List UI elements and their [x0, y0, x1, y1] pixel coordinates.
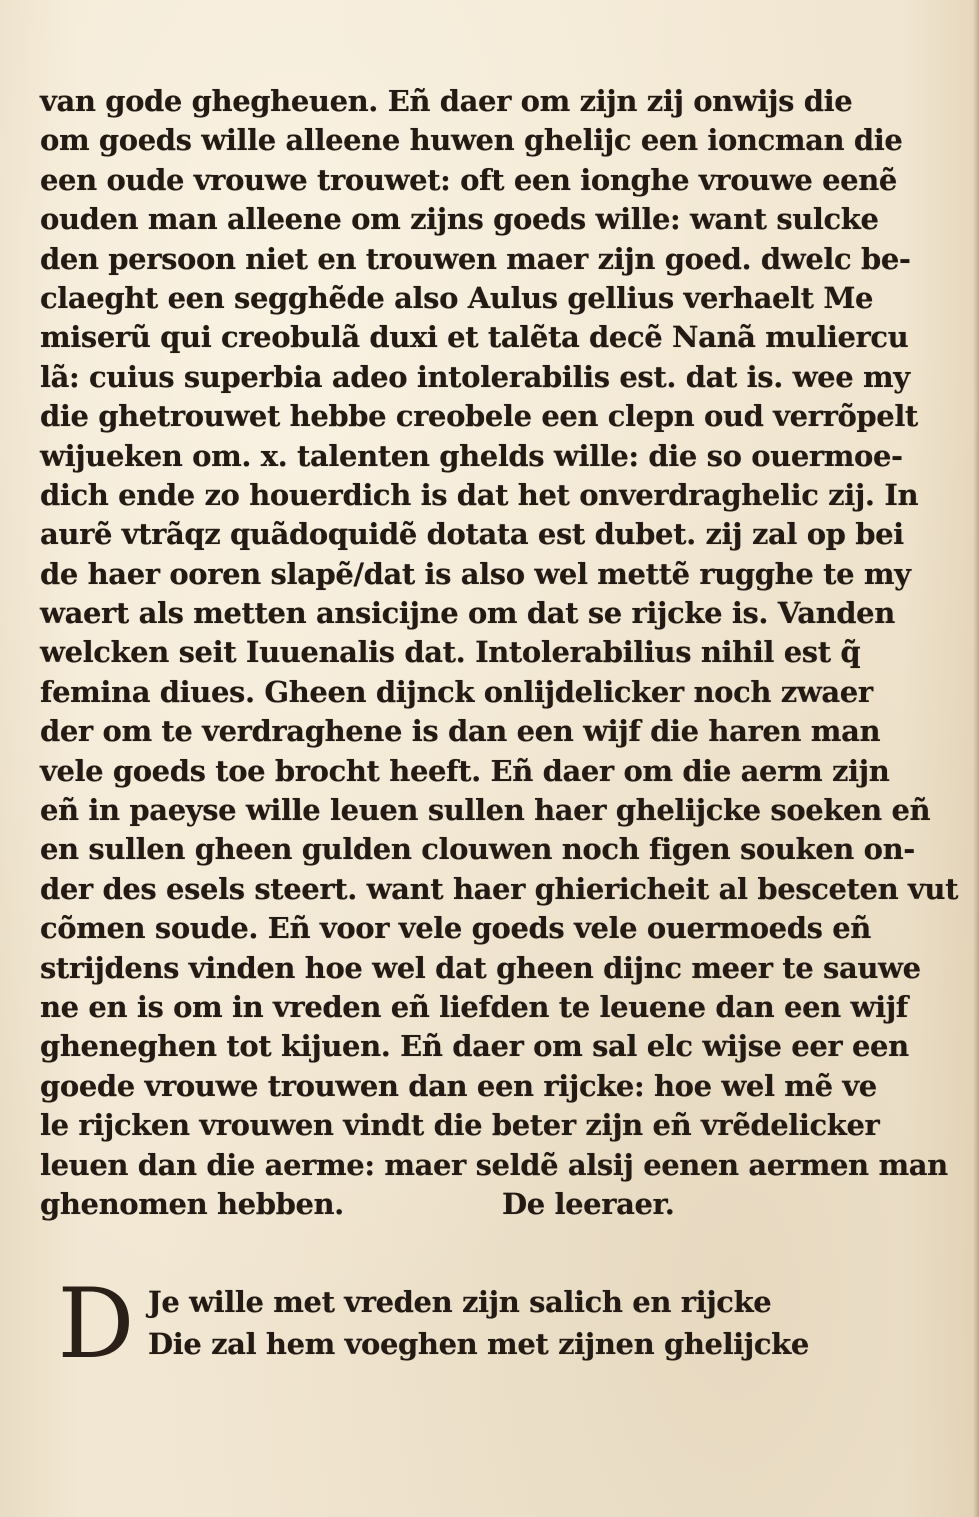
text-line: strijdens vinden hoe wel dat gheen dijnc meer te sauwe — [40, 950, 921, 985]
text-line: der om te verdraghene is dan een wijf die haren man — [40, 714, 881, 749]
text-line: dich ende zo houerdich is dat het onverdraghelic zij. In — [40, 477, 919, 512]
text-line: waert als metten ansicijne om dat se rijcke is. Vanden — [40, 596, 895, 631]
prose-text-block — [40, 82, 959, 1224]
text-line: ne en is om in vreden eñ liefden te leuene dan een wijf — [40, 989, 908, 1024]
text-line: vele goeds toe brocht heeft. Eñ daer om die aerm zijn — [40, 753, 890, 788]
text-line: claeght een segghẽde also Aulus gellius verhaelt Me — [40, 280, 874, 315]
text-line-ending: ghenomen hebben. — [40, 1186, 344, 1221]
text-line: om goeds wille alleene huwen ghelijc een ioncman die — [40, 123, 903, 158]
text-line-final — [40, 1185, 800, 1224]
verse-block — [52, 1268, 809, 1390]
text-line: cõmen soude. Eñ voor vele goeds vele ouermoeds eñ — [40, 911, 871, 946]
text-line: le rijcken vrouwen vindt die beter zijn eñ vrẽdelicker — [40, 1108, 880, 1143]
text-line: der des esels steert. want haer ghiericheit al besceten vut — [40, 871, 959, 906]
decorated-initial: D — [57, 1268, 135, 1380]
verse-line: Je wille met vreden zijn salich en rijcke — [148, 1285, 772, 1319]
text-line: leuen dan die aerme: maer seldẽ alsij eenen aermen man — [40, 1147, 948, 1182]
text-line: ouden man alleene om zijns goeds wille: want sulcke — [40, 202, 879, 237]
text-line: lã: cuius superbia adeo intolerabilis est. dat is. wee my — [40, 359, 910, 394]
text-line: een oude vrouwe trouwet: oft een ionghe vrouwe eenẽ — [40, 162, 897, 197]
text-line: femina diues. Gheen dijnck onlijdelicker noch zwaer — [40, 674, 873, 709]
text-line: den persoon niet en trouwen maer zijn goed. dwelc be- — [40, 241, 911, 276]
text-line: goede vrouwe trouwen dan een rijcke: hoe wel mẽ ve — [40, 1068, 877, 1103]
text-line: aurẽ vtrãqz quãdoquidẽ dotata est dubet. zij zal op bei — [40, 517, 904, 552]
text-line: de haer ooren slapẽ/dat is also wel mettẽ rugghe te my — [40, 556, 911, 591]
text-line: welcken seit Iuuenalis dat. Intolerabilius nihil est q̃ — [40, 635, 861, 670]
text-line: van gode ghegheuen. Eñ daer om zijn zij onwijs die — [40, 84, 853, 118]
verse-line: Die zal hem voeghen met zijnen ghelijcke — [148, 1327, 809, 1361]
text-line: die ghetrouwet hebbe creobele een clepn oud verrõpelt — [40, 399, 918, 434]
text-line: eñ in paeyse wille leuen sullen haer ghelijcke soeken eñ — [40, 793, 931, 828]
text-line: gheneghen tot kijuen. Eñ daer om sal elc wijse eer een — [40, 1029, 909, 1064]
text-line: en sullen gheen gulden clouwen noch figen souken on- — [40, 832, 915, 867]
text-line: miserũ qui creobulã duxi et talẽta decẽ Nanã muliercu — [40, 320, 909, 355]
text-line: wijueken om. x. talenten ghelds wille: die so ouermoe- — [40, 438, 903, 473]
section-heading: De leeraer. — [502, 1186, 675, 1221]
